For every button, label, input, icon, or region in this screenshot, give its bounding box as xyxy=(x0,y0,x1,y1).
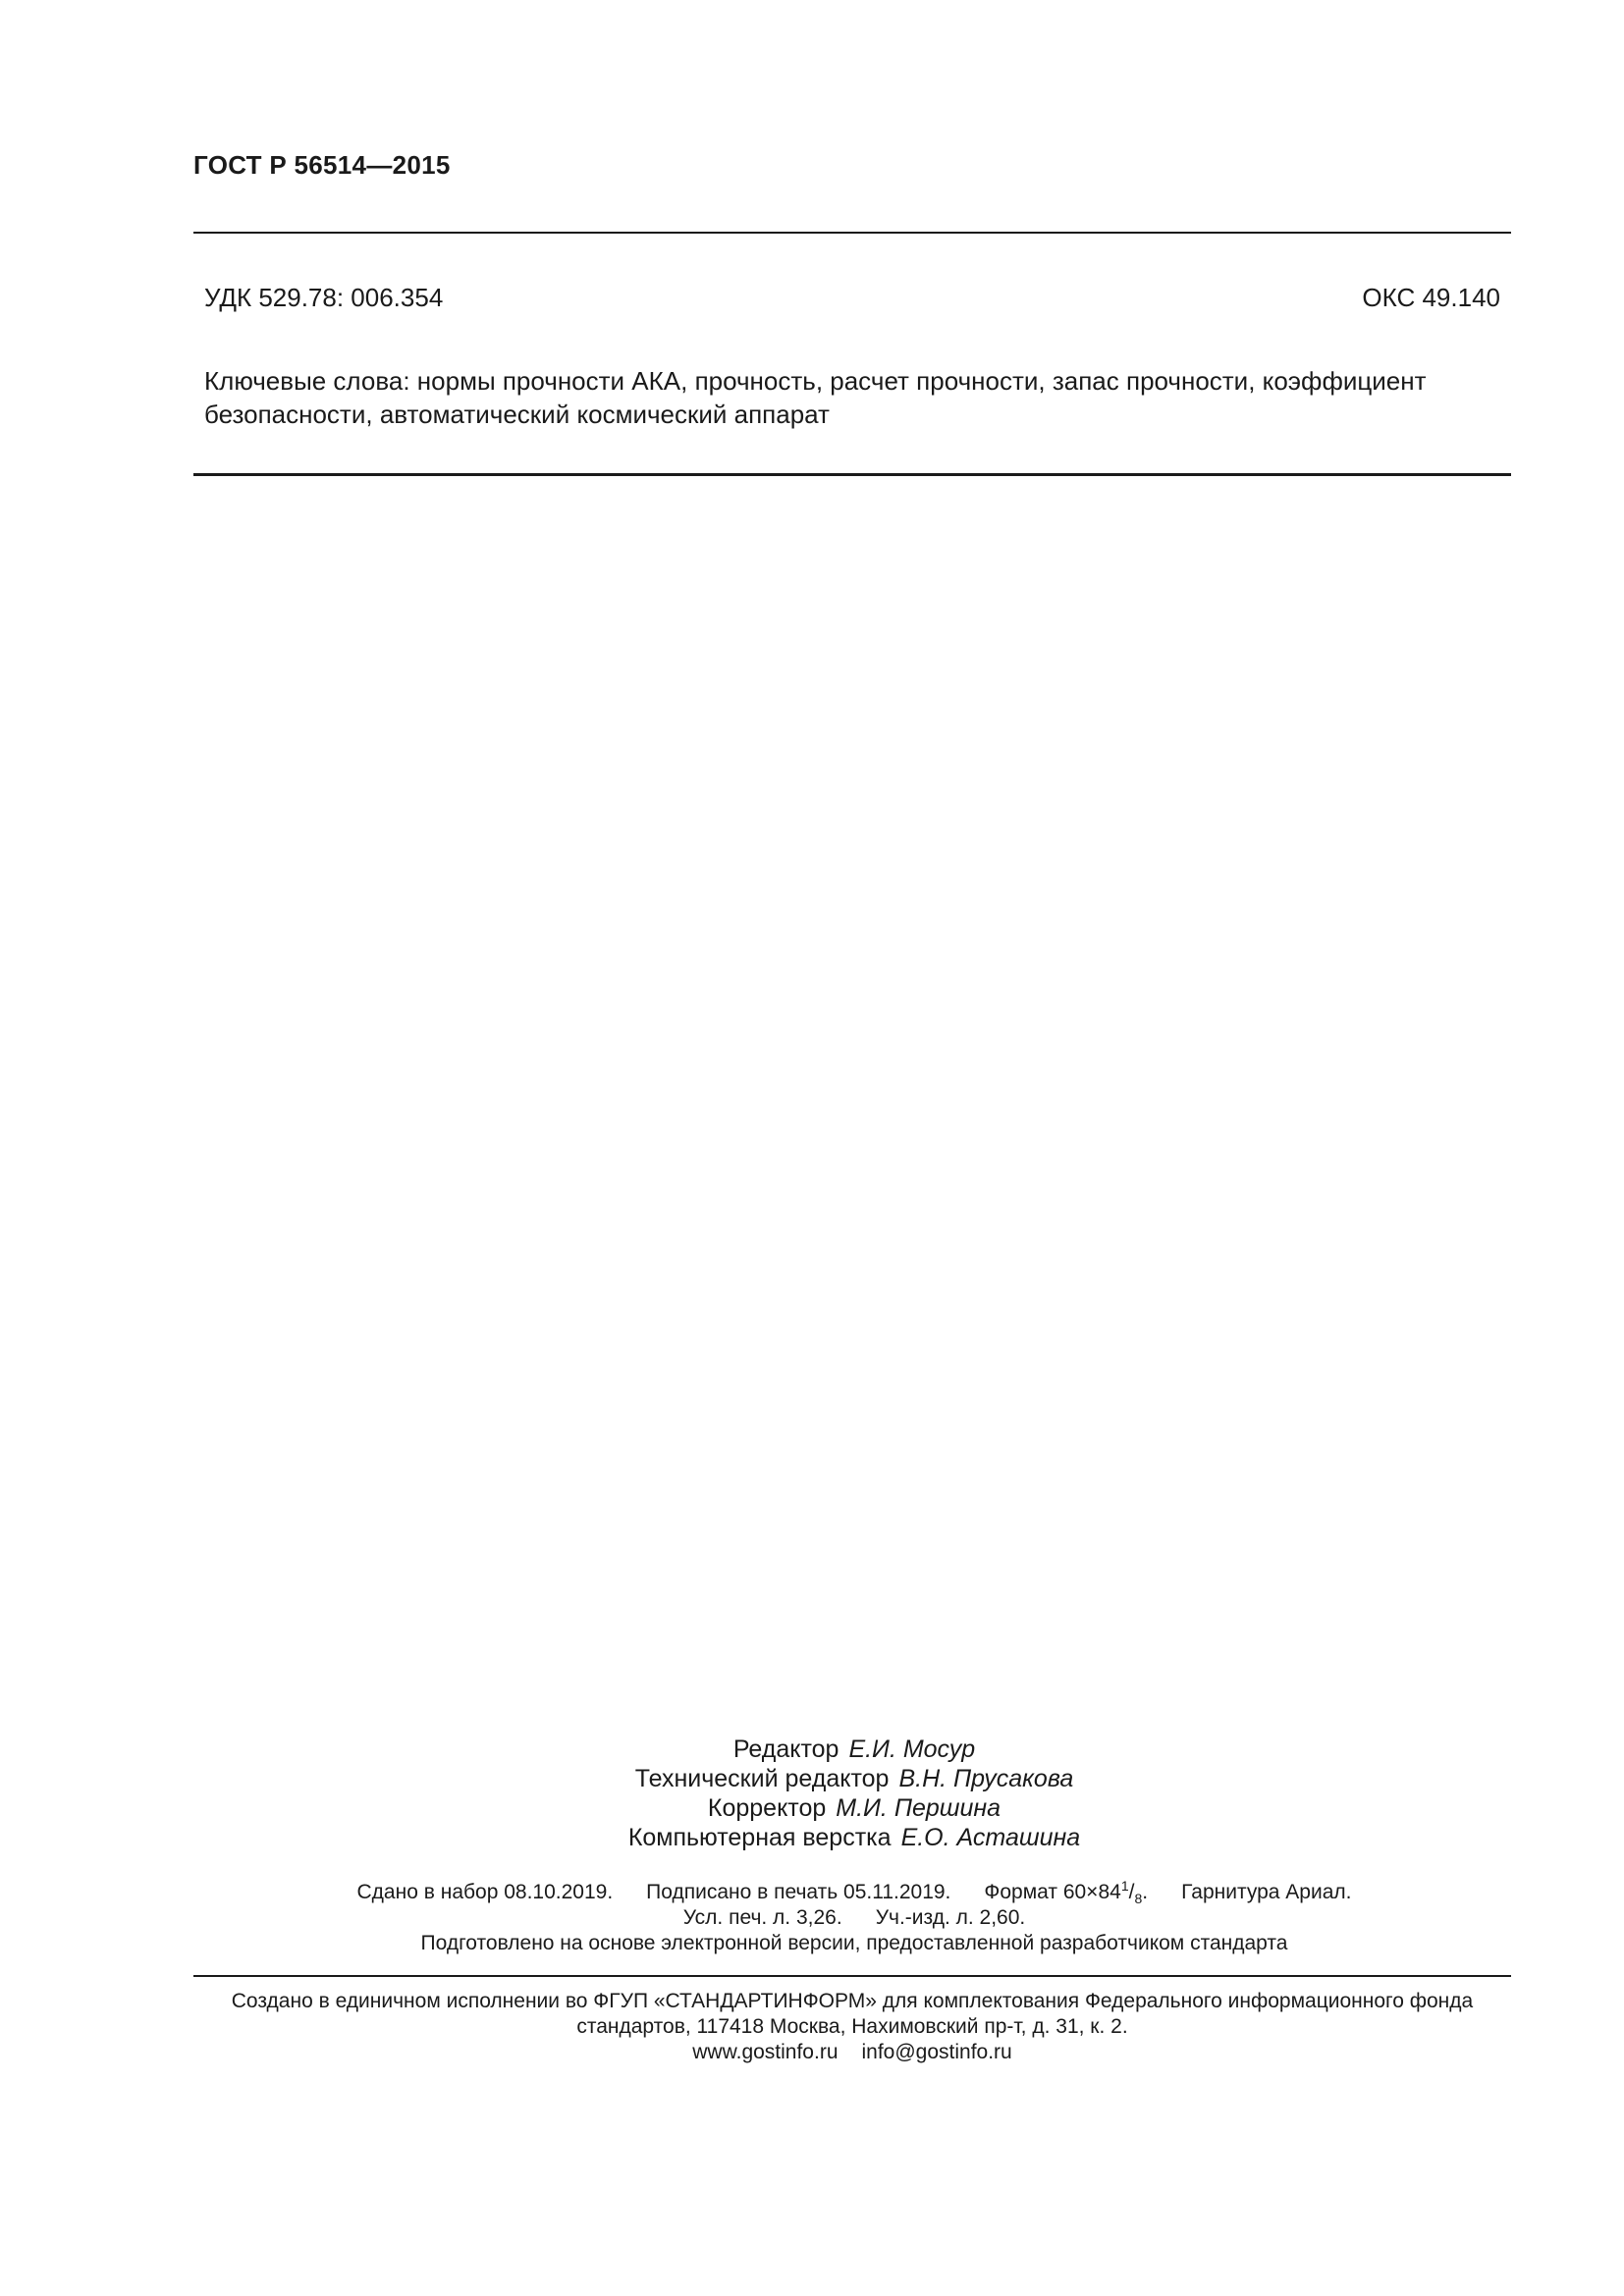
print-info-line-1 xyxy=(0,1880,1624,1905)
credit-name: Е.И. Мосур xyxy=(848,1735,976,1763)
publisher-block xyxy=(193,1989,1511,2065)
credit-label: Компьютерная верстка xyxy=(627,1824,892,1851)
publisher-line-2: стандартов, 117418 Москва, Нахимовский пр-т, д. 31, к. 2. xyxy=(576,2015,1128,2038)
publisher-line-1: Создано в единичном исполнении во ФГУП «СТАНДАРТИНФОРМ» для комплектования Федерального информационного фонда xyxy=(231,1990,1474,2012)
format-numerator: 1 xyxy=(1120,1878,1129,1894)
publication-sheets: Уч.-изд. л. 2,60. xyxy=(875,1906,1026,1929)
credit-layout xyxy=(0,1823,1624,1852)
format-prefix: Формат 60×84 xyxy=(984,1881,1121,1903)
credit-tech-editor xyxy=(0,1764,1624,1793)
paper-format xyxy=(984,1878,1149,1907)
submitted-date: Сдано в набор 08.10.2019. xyxy=(356,1881,614,1903)
credit-label: Редактор xyxy=(732,1735,839,1763)
typeface: Гарнитура Ариал. xyxy=(1181,1881,1352,1903)
keywords-paragraph: Ключевые слова: нормы прочности АКА, прочность, расчет прочности, запас прочности, коэффициент безопасности, автоматический космический аппарат xyxy=(204,366,1427,429)
credit-proofreader xyxy=(0,1793,1624,1823)
oks-code: ОКС 49.140 xyxy=(1362,283,1500,312)
format-separator: / xyxy=(1128,1881,1135,1903)
publisher-contacts xyxy=(193,2040,1511,2065)
top-divider xyxy=(193,232,1511,234)
email-link[interactable]: info@gostinfo.ru xyxy=(861,2041,1012,2063)
keywords-divider xyxy=(193,473,1511,476)
udk-code: УДК 529.78: 006.354 xyxy=(204,283,444,312)
print-info-line-3: Подготовлено на основе электронной версии, предоставленной разработчиком стандарта xyxy=(420,1932,1288,1954)
bottom-divider xyxy=(193,1975,1511,1977)
website-link[interactable]: www.gostinfo.ru xyxy=(692,2041,839,2063)
credit-name: М.И. Першина xyxy=(836,1794,1001,1822)
signed-date: Подписано в печать 05.11.2019. xyxy=(646,1881,951,1903)
print-sheets: Усл. печ. л. 3,26. xyxy=(682,1906,842,1929)
credit-name: Е.О. Асташина xyxy=(900,1824,1081,1851)
credit-label: Технический редактор xyxy=(634,1765,890,1792)
format-denominator: 8 xyxy=(1134,1891,1143,1907)
print-info-line-2 xyxy=(0,1905,1624,1931)
credits-block xyxy=(0,1735,1624,1852)
credit-name: В.Н. Прусакова xyxy=(898,1765,1074,1792)
credit-editor xyxy=(0,1735,1624,1764)
standard-number: ГОСТ Р 56514—2015 xyxy=(193,150,451,180)
credit-label: Корректор xyxy=(707,1794,827,1822)
format-suffix: . xyxy=(1142,1881,1149,1903)
